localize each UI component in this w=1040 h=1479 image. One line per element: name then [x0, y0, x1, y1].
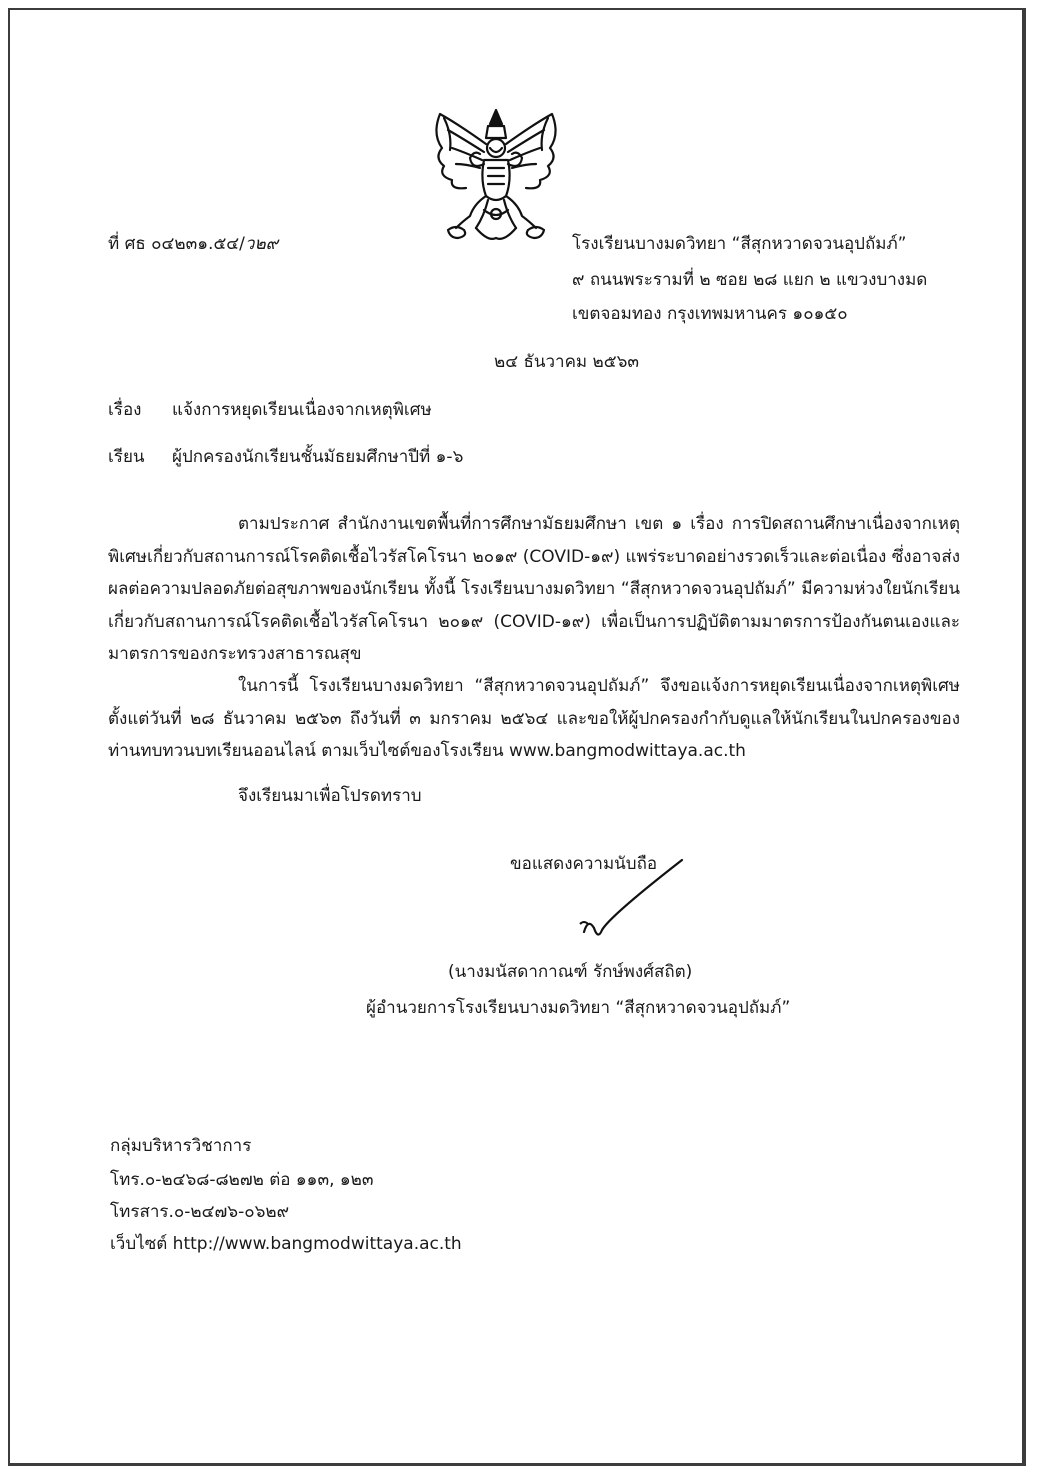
footer-phone: โทร.๐-๒๔๖๘-๘๒๗๒ ต่อ ๑๑๓, ๑๒๓ [110, 1170, 374, 1190]
school-address-district: เขตจอมทอง กรุงเทพมหานคร ๑๐๑๕๐ [572, 304, 848, 324]
reference-prefix: ที่ ศธ ๐๔๒๓๑.๕๔/ [108, 234, 245, 254]
footer-website[interactable]: เว็บไซต์ http://www.bangmodwittaya.ac.th [110, 1234, 462, 1254]
handwritten-signature [570, 850, 690, 940]
garuda-emblem [428, 104, 564, 248]
subject-text: แจ้งการหยุดเรียนเนื่องจากเหตุพิเศษ [172, 400, 432, 420]
school-name: โรงเรียนบางมดวิทยา “สีสุกหวาดจวนอุปถัมภ์” [572, 234, 907, 254]
closing-line: จึงเรียนมาเพื่อโปรดทราบ [238, 786, 422, 806]
subject-label: เรื่อง [108, 400, 142, 420]
paragraph-2-text: ในการนี้ โรงเรียนบางมดวิทยา “สีสุกหวาดจวนอุปถัมภ์” จึงขอแจ้งการหยุดเรียนเนื่องจากเหตุพิเศษตั้งแต่วันที่ ๒๘ ธันวาคม ๒๕๖๓ ถึงวันที่ ๓ มกราคม ๒๕๖๔ และขอให้ผู้ปกครองกำกับดูแลให้นักเรียนในปกครองของท่านทบทวนบทเรียนออนไลน์ ตามเว็บไซต์ของโรงเรียน www.bangmodwittaya.ac.th [108, 676, 960, 761]
signatory-name: (นางมนัสดากาณฑ์ รักษ์พงศ์สถิต) [448, 962, 693, 982]
body-paragraph-2 [108, 670, 960, 768]
recipient-text: ผู้ปกครองนักเรียนชั้นมัธยมศึกษาปีที่ ๑-๖ [172, 447, 464, 467]
letter-date: ๒๔ ธันวาคม ๒๕๖๓ [494, 352, 640, 372]
body-paragraph-1 [108, 508, 960, 671]
footer-department: กลุ่มบริหารวิชาการ [110, 1136, 252, 1156]
paragraph-1-text: ตามประกาศ สำนักงานเขตพื้นที่การศึกษามัธยมศึกษา เขต ๑ เรื่อง การปิดสถานศึกษาเนื่องจากเหตุพิเศษเกี่ยวกับสถานการณ์โรคติดเชื้อไวรัสโคโรนา ๒๐๑๙ (COVID-๑๙) แพร่ระบาดอย่างรวดเร็วและต่อเนื่อง ซึ่งอาจส่งผลต่อความปลอดภัยต่อสุขภาพของนักเรียน ทั้งนี้ โรงเรียนบางมดวิทยา “สีสุกหวาดจวนอุปถัมภ์” มีความห่วงใยนักเรียนเกี่ยวกับสถานการณ์โรคติดเชื้อไวรัสโคโรนา ๒๐๑๙ (COVID-๑๙) เพื่อเป็นการปฏิบัติตามมาตรการป้องกันตนเองและมาตรการของกระทรวงสาธารณสุข [108, 514, 960, 664]
reference-number [108, 232, 278, 256]
reference-handwritten: ว๒๙ [244, 234, 279, 254]
salutation: ขอแสดงความนับถือ [510, 854, 658, 874]
recipient-label: เรียน [108, 447, 145, 467]
school-address-line: ๙ ถนนพระรามที่ ๒ ซอย ๒๘ แยก ๒ แขวงบางมด [572, 270, 928, 290]
signatory-title: ผู้อำนวยการโรงเรียนบางมดวิทยา “สีสุกหวาดจวนอุปถัมภ์” [366, 998, 791, 1018]
footer-fax: โทรสาร.๐-๒๔๗๖-๐๖๒๙ [110, 1202, 290, 1222]
